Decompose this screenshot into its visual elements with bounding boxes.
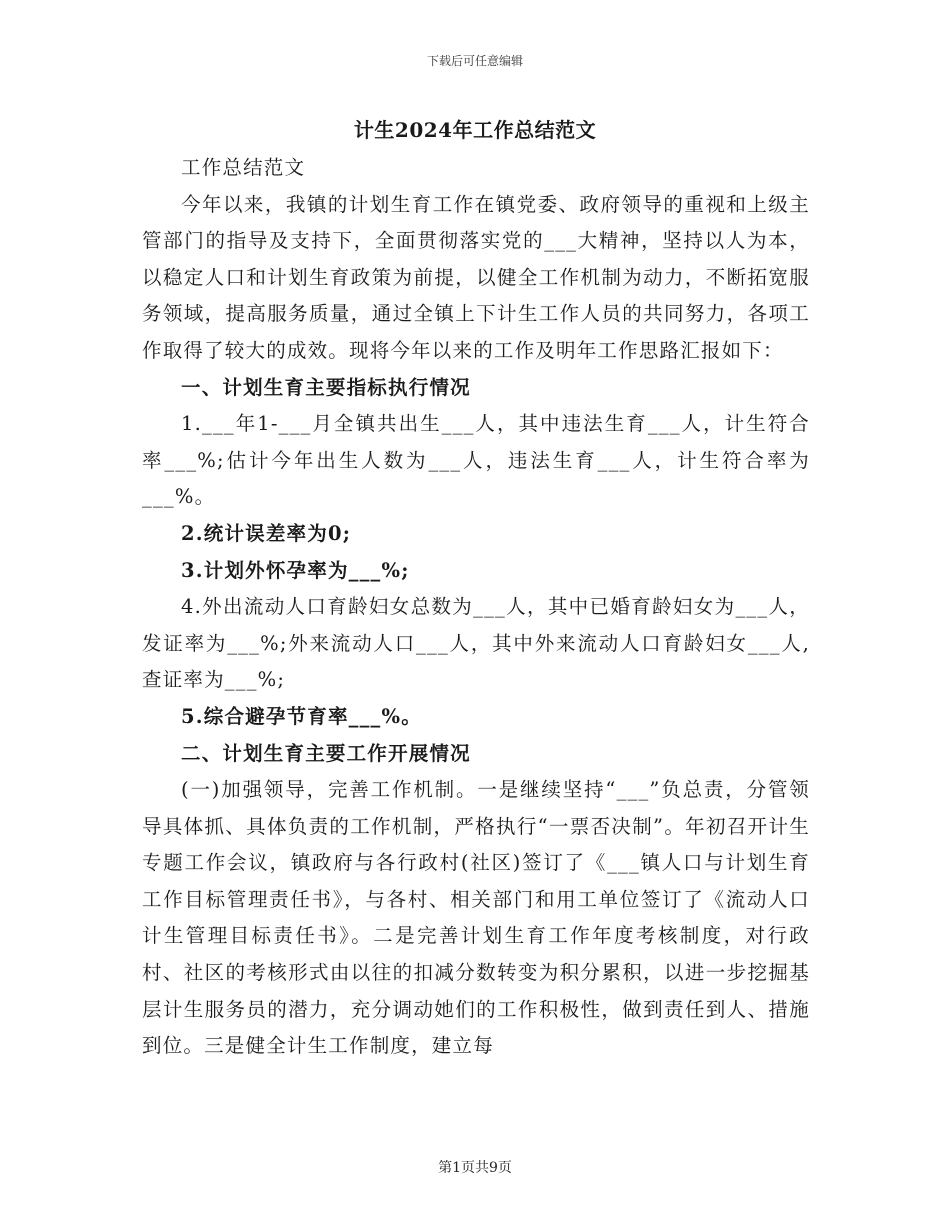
paragraph: 1.___年1-___月全镇共出生___人，其中违法生育___人，计生符合率___%;估计今年出生人数为___人，违法生育___人，计生符合率为___%。	[142, 412, 810, 509]
document-title: 计生2024年工作总结范文	[353, 118, 597, 142]
indicator-item: 5.综合避孕节育率___%。	[181, 704, 422, 728]
paragraph: 4.外出流动人口育龄妇女总数为___人，其中已婚育龄妇女为___人，发证率为___%;外来流动人口___人，其中外来流动人口育龄妇女___人,查证率为___%;	[142, 595, 810, 692]
paragraph: 工作总结范文	[181, 156, 306, 179]
paragraph: (一)加强领导，完善工作机制。一是继续坚持“___”负总责，分管领导具体抓、具体负责的工作机制，严格执行“一票否决制”。年初召开计生专题工作会议，镇政府与各行政村(社区)签订了《___镇人口与计划生育工作目标管理责任书》，与各村、相关部门和用工单位签订了《流动人口计生管理目标责任书》。二是完善计划生育工作年度考核制度，对行政村、社区的考核形式由以往的扣减分数转变为积分累积，以进一步挖掘基层计生服务员的潜力，充分调动她们的工作积极性，做到责任到人、措施到位。三是健全计生工作制度，建立每	[142, 778, 810, 1058]
section-heading: 一、计划生育主要指标执行情况	[181, 375, 471, 399]
page-number: 第1页共9页	[438, 1160, 512, 1176]
section-heading: 二、计划生育主要工作开展情况	[181, 741, 471, 765]
header-note: 下载后可任意编辑	[426, 54, 523, 68]
indicator-item: 2.统计误差率为0;	[181, 521, 352, 545]
indicator-item: 3.计划外怀孕率为___%;	[181, 558, 410, 582]
document-body	[142, 150, 810, 1065]
paragraph: 今年以来，我镇的计划生育工作在镇党委、政府领导的重视和上级主管部门的指导及支持下，全面贯彻落实党的___大精神，坚持以人为本，以稳定人口和计划生育政策为前提，以健全工作机制为动力，不断拓宽服务领域，提高服务质量，通过全镇上下计生工作人员的共同努力，各项工作取得了较大的成效。现将今年以来的工作及明年工作思路汇报如下：	[142, 192, 810, 362]
